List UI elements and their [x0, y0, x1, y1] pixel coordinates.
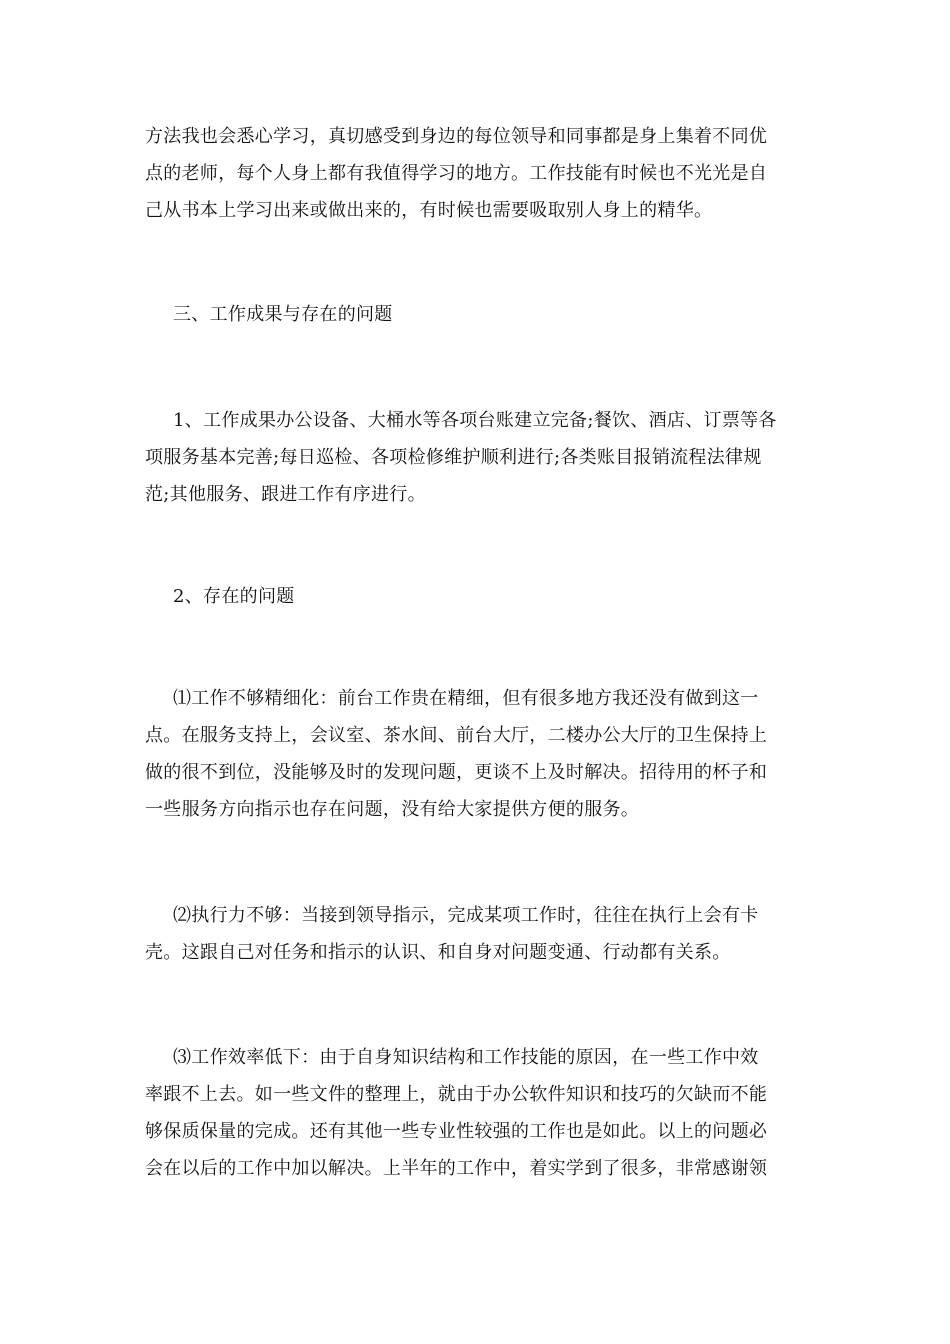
paragraph-results — [145, 402, 805, 513]
text-line: 够保质保量的完成。还有其他一些专业性较强的工作也是如此。以上的问题必 — [145, 1121, 768, 1142]
text-line: 壳。这跟自己对任务和指示的认识、和自身对问题变通、行动都有关系。 — [145, 942, 731, 963]
text-line: ⑴工作不够精细化：前台工作贵在精细，但有很多地方我还没有做到这一 — [173, 688, 759, 709]
paragraph-problem-1 — [145, 680, 805, 828]
text-line: 项服务基本完善;每日巡检、各项检修维护顺利进行;各类账目报销流程法律规 — [145, 447, 762, 468]
text-line: 己从书本上学习出来或做出来的，有时候也需要吸取别人身上的精华。 — [145, 200, 713, 221]
subheading-problems — [145, 578, 805, 615]
text-line: ⑵执行力不够：当接到领导指示，完成某项工作时，往往在执行上会有卡 — [173, 905, 759, 926]
text-line: 率跟不上去。如一些文件的整理上，就由于办公软件知识和技巧的欠缺而不能 — [145, 1084, 768, 1105]
text-line: 会在以后的工作中加以解决。上半年的工作中，着实学到了很多，非常感谢领 — [145, 1158, 768, 1179]
text-line: 做的很不到位，没能够及时的发现问题，更谈不上及时解决。招待用的杯子和 — [145, 762, 768, 783]
heading-text: 三、工作成果与存在的问题 — [173, 304, 393, 325]
section-heading-3 — [145, 296, 805, 333]
paragraph-problem-2 — [145, 897, 805, 971]
text-line: 方法我也会悉心学习，真切感受到身边的每位领导和同事都是身上集着不同优 — [145, 126, 768, 147]
text-line: 一些服务方向指示也存在问题，没有给大家提供方便的服务。 — [145, 799, 640, 820]
text-line: 1、工作成果办公设备、大桶水等各项台账建立完备;餐饮、酒店、订票等各 — [173, 410, 777, 431]
text-line: 点的老师，每个人身上都有我值得学习的地方。工作技能有时候也不光光是自 — [145, 163, 768, 184]
text-line: 范;其他服务、跟进工作有序进行。 — [145, 484, 426, 505]
text-line: ⑶工作效率低下：由于自身知识结构和工作技能的原因，在一些工作中效 — [173, 1047, 759, 1068]
heading-text: 2、存在的问题 — [173, 586, 295, 607]
paragraph-methods — [145, 118, 805, 229]
paragraph-problem-3 — [145, 1039, 805, 1187]
text-line: 点。在服务支持上，会议室、茶水间、前台大厅，二楼办公大厅的卫生保持上 — [145, 725, 768, 746]
